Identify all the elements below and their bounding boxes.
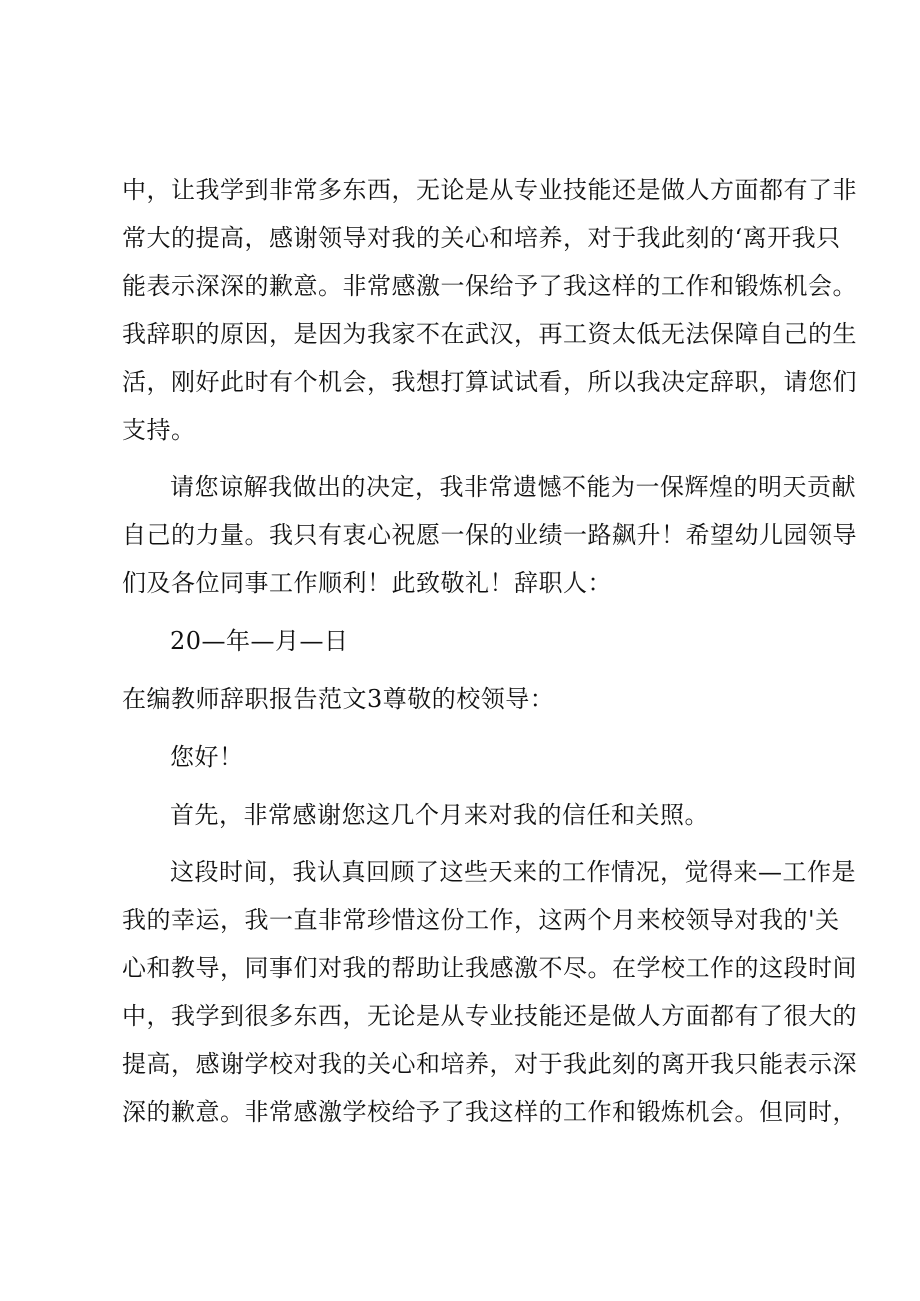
text-line: 心 和 教 导 ， 同 事 们 对 我 的 帮 助 让 我 感 激 不 尽 。 在 学 校 工 作 的 这 段 时 间 [122, 954, 857, 982]
paragraph-thanks [122, 791, 832, 839]
document-body [122, 166, 857, 1136]
text-line: 提 高 ， 感 谢 学 校 对 我 的 关 心 和 培 养 ， 对 于 我 此 刻 的 离 开 我 只 能 表 示 深 [122, 1050, 857, 1078]
date-line [122, 617, 832, 665]
greeting [122, 733, 832, 781]
text-line: 活 ， 刚 好 此 时 有 个 机 会 ， 我 想 打 算 试 试 看 ， 所 以 我 决 定 辞 职 ， 请 您 们 [122, 368, 857, 396]
text-line: 首先，非常感谢您这几个月来对我的信任和关照。 [170, 801, 709, 829]
text-line: 您好！ [170, 743, 244, 771]
paragraph-final [122, 848, 857, 1136]
text-line: 20—年—月—日 [170, 627, 349, 655]
text-line: 能 表 示 深 深 的 歉 意 。 非 常 感 激 一 保 给 予 了 我 这 样 的 工 作 和 锻 炼 机 会 。 [122, 272, 857, 300]
text-line: 我 辞 职 的 原 因 ， 是 因 为 我 家 不 在 武 汉 ， 再 工 资 太 低 无 法 保 障 自 己 的 生 [122, 320, 857, 348]
text-line: 们及各位同事工作顺利！此致敬礼！辞职人： [122, 569, 612, 597]
text-line: 请您谅解我做出的决定，我非常遗憾不能为一保辉煌的明天贡献 [170, 473, 856, 501]
text-line: 深 的 歉 意 。 非 常 感 激 学 校 给 予 了 我 这 样 的 工 作 和 锻 炼 机 会 。 但 同 时 ， [122, 1098, 857, 1126]
text-line: 常 大 的 提 高 ， 感 谢 领 导 对 我 的 关 心 和 培 养 ， 对 于 我 此 刻 的 ‘ 离 开 我 只 [122, 224, 841, 252]
paragraph-2 [122, 463, 857, 607]
text-line: 支持。 [122, 416, 196, 444]
text-line: 自 己 的 力 量 。 我 只 有 衷 心 祝 愿 一 保 的 业 绩 一 路 飙 升 ！ 希 望 幼 儿 园 领 导 [122, 521, 857, 549]
text-line: 中 ， 我 学 到 很 多 东 西 ， 无 论 是 从 专 业 技 能 还 是 做 人 方 面 都 有 了 很 大 的 [122, 1002, 857, 1030]
section-heading [122, 675, 832, 723]
text-line: 我 的 幸 运 ， 我 一 直 非 常 珍 惜 这 份 工 作 ， 这 两 个 月 来 校 领 导 对 我 的 ' 关 [122, 906, 840, 934]
text-line: 在编教师辞职报告范文3尊敬的校领导： [122, 685, 555, 713]
text-line: 这段时间，我认真回顾了这些天来的工作情况，觉得来—工作是 [170, 858, 856, 886]
text-line: 中 ， 让 我 学 到 非 常 多 东 西 ， 无 论 是 从 专 业 技 能 还 是 做 人 方 面 都 有 了 非 [122, 176, 857, 204]
paragraph-1 [122, 166, 857, 454]
